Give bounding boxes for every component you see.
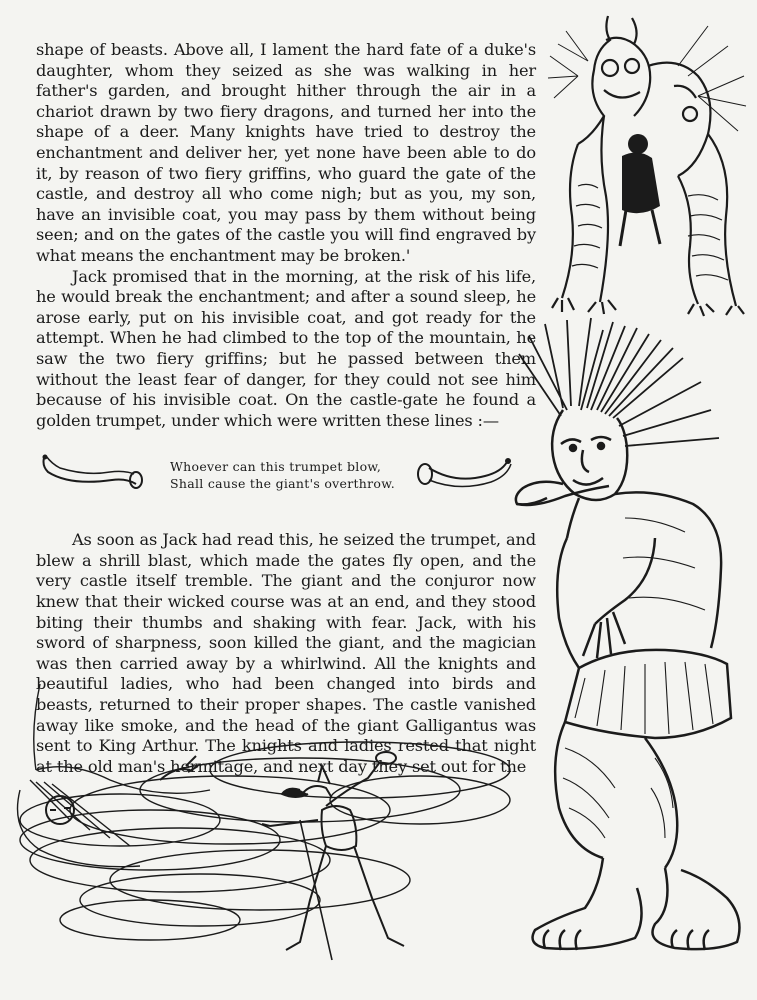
trumpet-right-icon (415, 454, 515, 492)
paragraph-jack-promise: Jack promised that in the morning, at the risk of his life, he would break the enchantment; and after a sound sleep, he arose early, put on his invisible coat, and got ready for the attempt. When he had climbed to the top of the mountain, he saw the two fiery griffins; but he passed between them without the least fear of danger, for they could not see him because of his invisible coat. On the castle-gate he found a golden trumpet, under which were written these lines :— (36, 266, 536, 430)
verse-line-1: Whoever can this trumpet blow, (170, 459, 382, 474)
verse (170, 458, 410, 492)
trumpet-verse-row (40, 452, 510, 492)
text-column-upper (36, 40, 536, 431)
giant-illustration (505, 318, 750, 958)
griffins-illustration (548, 6, 748, 316)
whirlwind-illustration (0, 670, 530, 970)
jack-figure (262, 752, 404, 960)
paragraph-trumpet-blast: As soon as Jack had read this, he seized the trumpet, and blew a shrill blast, which made the gates fly open, and the very castle itself tremble. The giant and the conjuror now knew that their wicked course was at an end, and they stood biting their thumbs and shaking with fear. Jack, with his sword of sharpness, soon killed the giant, and the magician was then carried away by a whirlwind. All the knights and beautiful ladies, who had been changed into birds and beasts, returned to their proper shapes. The castle vanished away like smoke, and the head of the giant Galligantus was sent to King Arthur. The knights and ladies rested that night at the old man's hermitage, and next day they set out for the (36, 530, 536, 776)
trumpet-left-icon (40, 452, 140, 492)
verse-line-2: Shall cause the giant's overthrow. (170, 476, 396, 491)
paragraph-hermit-speech: shape of beasts. Above all, I lament the hard fate of a duke's daughter, whom they seized as she was walking in her father's garden, and brought hither through the air in a chariot drawn by two fiery dragons, and turned her into the shape of a deer. Many knights have tried to destroy the enchantment and deliver her, yet none have been able to do it, by reason of two fiery griffins, who guard the gate of the castle, and destroy all who come nigh; but as you, my son, have an invisible coat, you may pass by them without being seen; and on the gates of the castle you will find engraved by what means the enchantment may be broken.' (36, 40, 536, 265)
